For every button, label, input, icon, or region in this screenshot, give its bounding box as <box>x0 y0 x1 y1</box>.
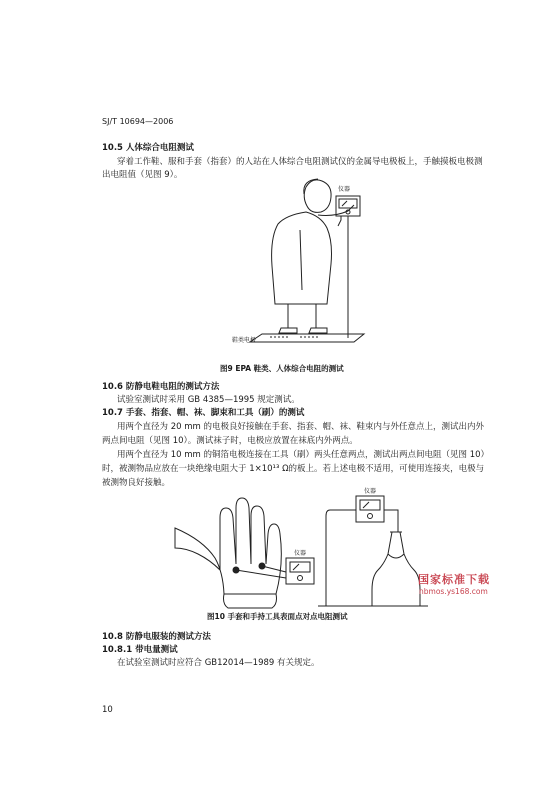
section-10-7-text-1: 用两个直径为 20 mm 的电极良好接触在手套、指套、帽、袜、鞋束内与外任意点上，测试出内外 <box>117 422 484 432</box>
section-10-6-text: 试验室测试时采用 GB 4385—1995 规定测试。 <box>117 395 300 405</box>
section-10-7-text-5: 被测物良好接触。 <box>102 478 171 488</box>
watermark-url: nbmos.ys168.com <box>419 587 488 596</box>
figure-10-glove <box>175 498 281 594</box>
figure-10-meter-label-2: 仪器 <box>364 488 377 495</box>
figure-9-caption: 图9 EPA 鞋类、人体综合电阻的测试 <box>220 364 344 373</box>
section-10-5-text-2: 出电阻值（见图 9）。 <box>102 170 183 180</box>
figure-10-caption: 图10 手套和手持工具表面点对点电阻测试 <box>207 612 348 621</box>
figure-10-pliers <box>372 532 420 606</box>
section-10-7-text-2: 两点间电阻（见图 10）。测试袜子时，电极应放置在袜底内外两点。 <box>102 436 358 446</box>
section-10-8-text: 在试验室测试时应符合 GB12014—1989 有关规定。 <box>117 658 320 668</box>
section-10-6-heading: 10.6 防静电鞋电阻的测试方法 <box>102 382 220 392</box>
section-10-5-text-1: 穿着工作鞋、服和手套（指套）的人站在人体综合电阻测试仪的金属导电极板上，手触摸板电极测 <box>117 157 483 167</box>
figure-10-meter-label-1: 仪器 <box>294 550 307 557</box>
figure-9-meter-label: 仪器 <box>338 186 351 193</box>
figure-9-electrode-label: 鞋类电极 <box>232 337 257 344</box>
section-10-8-heading: 10.8 防静电服装的测试方法 <box>102 632 211 642</box>
section-10-7-heading: 10.7 手套、指套、帽、袜、脚束和工具（刷）的测试 <box>102 408 305 418</box>
watermark-title: 国家标准下载 <box>418 573 490 586</box>
standard-number: SJ/T 10694—2006 <box>102 117 174 126</box>
section-10-5-heading: 10.5 人体综合电阻测试 <box>102 143 194 153</box>
section-10-7-text-3: 用两个直径为 10 mm 的铜箔电极连接在工具（刷）两头任意两点，测试出两点间电阻（见图 10） <box>117 450 490 460</box>
page-number: 10 <box>102 705 113 715</box>
section-10-7-text-4: 时，被测物品应放在一块绝缘电阻大于 1×10¹³ Ω的板上。若上述电极不适用，可使用连接夹，电极与 <box>102 464 485 474</box>
section-10-8-1-heading: 10.8.1 带电量测试 <box>102 645 178 655</box>
